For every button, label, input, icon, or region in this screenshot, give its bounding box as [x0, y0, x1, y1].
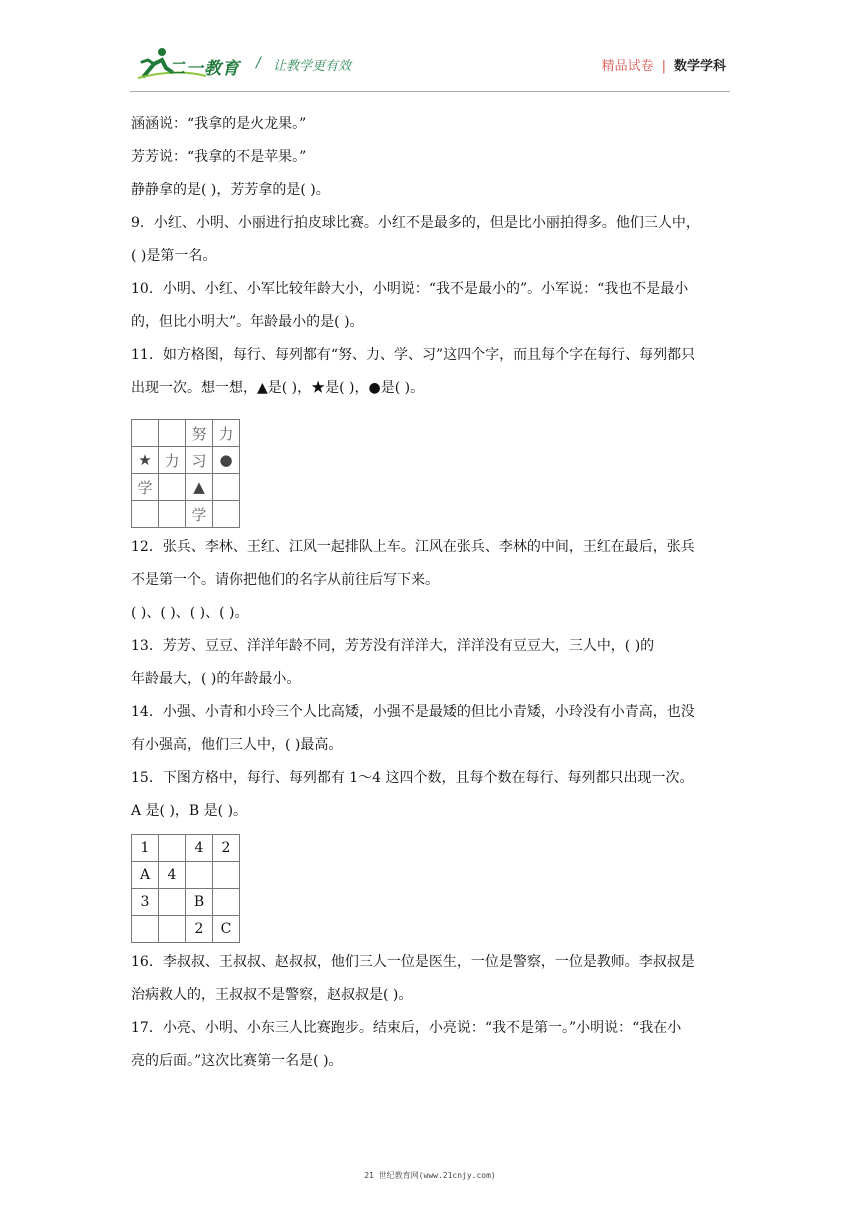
grid-2-wrap — [131, 828, 731, 946]
grid-cell — [213, 474, 240, 501]
grid-cell — [159, 474, 186, 501]
question-13-line2: 年龄最大，( )的年龄最小。 — [131, 671, 301, 687]
header-divider: | — [661, 59, 666, 74]
grid-cell — [213, 889, 240, 916]
grid-cell: A — [132, 862, 159, 889]
question-10-line1: 10．小明、小红、小军比较年龄大小，小明说：“我不是最小的”。小军说：“我也不是最小 — [131, 281, 689, 297]
text-line: 涵涵说：“我拿的是火龙果。” — [131, 116, 307, 132]
grid-cell — [159, 916, 186, 943]
grid-cell: B — [186, 889, 213, 916]
grid-cell — [159, 889, 186, 916]
grid-1-wrap — [131, 405, 731, 531]
grid-cell — [159, 501, 186, 528]
question-12-line2: 不是第一个。请你把他们的名字从前往后写下来。 — [131, 572, 439, 588]
question-10-line2: 的，但比小明大”。年龄最小的是( )。 — [131, 314, 364, 330]
grid-cell — [132, 501, 159, 528]
grid-cell: 3 — [132, 889, 159, 916]
circle-icon: ● — [213, 447, 240, 474]
header-subject: 数学学科 — [673, 59, 726, 74]
grid-cell: 努 — [186, 420, 213, 447]
grid-cell — [132, 916, 159, 943]
grid-cell — [159, 420, 186, 447]
grid-cell — [213, 501, 240, 528]
header-rule — [130, 91, 730, 92]
grid-cell: 习 — [186, 447, 213, 474]
grid-cell — [159, 835, 186, 862]
grid-cell: 2 — [186, 916, 213, 943]
question-13-line1: 13．芳芳、豆豆、洋洋年龄不同，芳芳没有洋洋大，洋洋没有豆豆大，三人中，( )的 — [131, 638, 655, 654]
grid-cell: 1 — [132, 835, 159, 862]
grid-cell: C — [213, 916, 240, 943]
question-11-line1: 11．如方格图，每行、每列都有“努、力、学、习”这四个字，而且每个字在每行、每列都只 — [131, 347, 696, 363]
header-tag: 精品试卷 — [601, 59, 654, 74]
grid-cell: 2 — [213, 835, 240, 862]
question-15-line1: 15．下图方格中，每行、每列都有 1～4 这四个数，且每个数在每行、每列都只出现一次。 — [131, 770, 694, 786]
question-9-line1: 9．小红、小明、小丽进行拍皮球比赛。小红不是最多的，但是比小丽拍得多。他们三人中， — [131, 215, 700, 231]
grid-cell: 学 — [132, 474, 159, 501]
question-content — [131, 108, 731, 1078]
question-17-line1: 17．小亮、小明、小东三人比赛跑步。结束后，小亮说：“我不是第一。”小明说：“我在小 — [131, 1020, 682, 1036]
question-14-line2: 有小强高，他们三人中，( )最高。 — [131, 737, 343, 753]
question-9-line2: ( )是第一名。 — [131, 248, 217, 264]
text-line: 芳芳说：“我拿的不是苹果。” — [131, 149, 307, 165]
question-15-line2: A 是( )，B 是( )。 — [131, 803, 248, 819]
slogan-separator: / — [256, 55, 261, 71]
header-right — [602, 55, 726, 74]
grid-cell — [186, 862, 213, 889]
question-16-line2: 治病救人的，王叔叔不是警察，赵叔叔是( )。 — [131, 987, 413, 1003]
grid-cell: 4 — [186, 835, 213, 862]
triangle-icon: ▲ — [186, 474, 213, 501]
grid-cell: 4 — [159, 862, 186, 889]
grid-cell: 力 — [213, 420, 240, 447]
grid-cell — [213, 862, 240, 889]
number-grid — [131, 834, 240, 943]
word-grid — [131, 419, 240, 528]
grid-cell — [132, 420, 159, 447]
slogan: 让教学更有效 — [273, 59, 352, 74]
question-14-line1: 14．小强、小青和小玲三个人比高矮，小强不是最矮的但比小青矮，小玲没有小青高，也没 — [131, 704, 695, 720]
text-line: 静静拿的是( )，芳芳拿的是( )。 — [131, 182, 330, 198]
page-header — [0, 0, 860, 100]
logo-text: 二一教育 — [168, 59, 240, 79]
question-16-line1: 16．李叔叔、王叔叔、赵叔叔，他们三人一位是医生，一位是警察，一位是教师。李叔叔是 — [131, 954, 695, 970]
grid-cell: 学 — [186, 501, 213, 528]
star-icon: ★ — [132, 447, 159, 474]
grid-cell: 力 — [159, 447, 186, 474]
question-12-line1: 12．张兵、李林、王红、江风一起排队上车。江风在张兵、李林的中间，王红在最后，张兵 — [131, 539, 695, 555]
question-17-line2: 亮的后面。”这次比赛第一名是( )。 — [131, 1053, 343, 1069]
question-12-line3: ( )、( )、( )、( )。 — [131, 605, 249, 621]
question-11-line2: 出现一次。想一想，▲是( )，★是( )，●是( )。 — [131, 380, 425, 396]
page-footer: 21 世纪教育网(www.21cnjy.com) — [364, 1171, 496, 1180]
